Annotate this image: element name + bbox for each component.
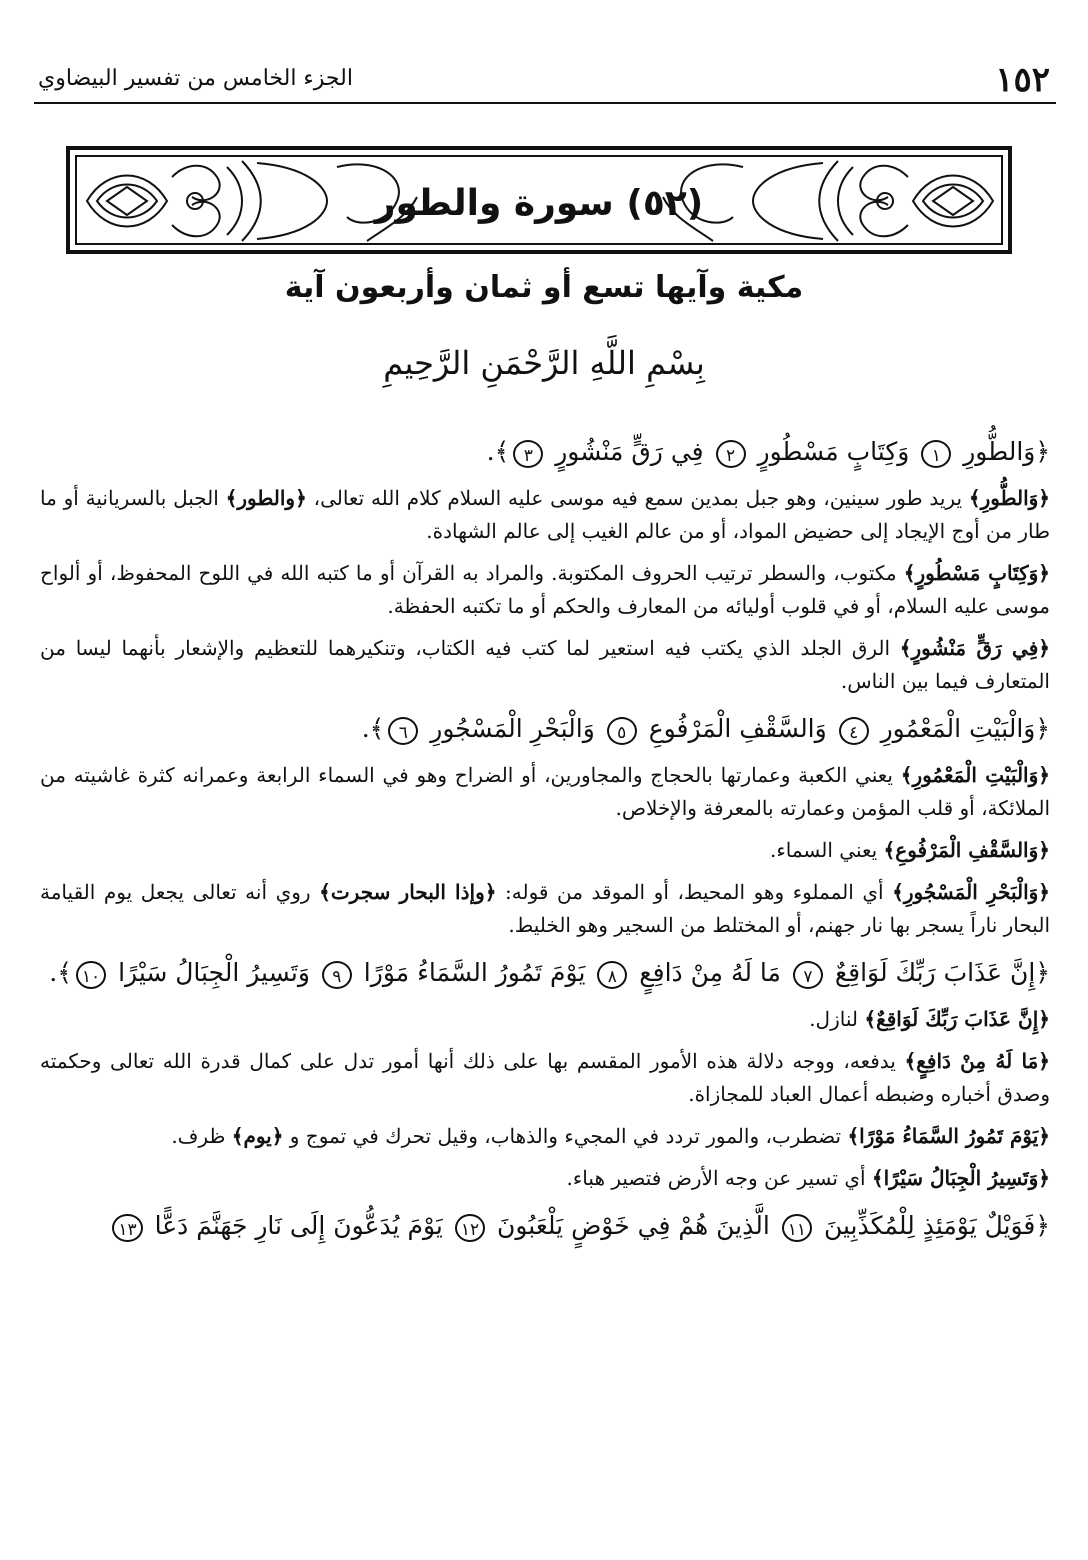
text-segment: مكتوب، والسطر ترتيب الحروف المكتوبة. والمراد به القرآن أو ما كتبه الله في اللوح المحفوظ، أو ألواح موسى عليه السلام، أو في قلوب أوليائه من المعارف والحكم أو ما تكتبه الحفظة. xyxy=(40,561,1050,618)
text-segment: ﴾. xyxy=(486,437,510,466)
ayah-number-marker: ٩ xyxy=(322,961,352,989)
quran-term: ﴿وَتَسِيرُ الْجِبَالُ سَيْرًا﴾ xyxy=(871,1166,1050,1190)
tafsir-paragraph xyxy=(40,482,1050,548)
ayah-number-marker: ١ xyxy=(921,440,951,468)
quran-term: ﴿يَوْمَ تَمُورُ السَّمَاءُ مَوْرًا﴾ xyxy=(847,1124,1050,1148)
banner-frame xyxy=(75,155,1003,245)
page-number: ١٥٢ xyxy=(995,60,1050,100)
text-segment: ﴿إِنَّ عَذَابَ رَبِّكَ لَوَاقِعٌ xyxy=(826,958,1050,987)
ayah-number-marker: ١٠ xyxy=(76,961,106,989)
tafsir-paragraph xyxy=(40,834,1050,867)
ayah-number-marker: ٢ xyxy=(716,440,746,468)
tafsir-paragraph xyxy=(40,759,1050,825)
text-segment: أي تسير عن وجه الأرض فتصير هباء. xyxy=(566,1166,872,1190)
quran-term: ﴿وإذا البحار سجرت﴾ xyxy=(319,880,497,904)
text-segment: ﴿فَوَيْلٌ يَوْمَئِذٍ لِلْمُكَذِّبِينَ xyxy=(816,1211,1050,1240)
text-segment: يدفعه، ووجه دلالة هذه الأمور المقسم بها على ذلك أنها أمور تدل على كمال قدرة الله تعالى وحكمته وصدق أخباره وضبطه أعمال العباد للمجازاة. xyxy=(40,1049,1050,1106)
tafsir-paragraph xyxy=(40,1162,1050,1195)
text-segment: أي المملوء وهو المحيط، أو الموقد من قوله: xyxy=(496,880,893,904)
tafsir-paragraph xyxy=(40,876,1050,942)
text-segment: روي أنه تعالى يجعل يوم القيامة البحار ناراً يسجر بها نار جهنم، أو المختلط من السجير وهو الخليط. xyxy=(40,880,1050,937)
quran-term: ﴿وَالطُّورِ﴾ xyxy=(968,486,1051,510)
text-segment: ﴾. xyxy=(361,714,385,743)
quran-term: ﴿وَكِتَابٍ مَسْطُورٍ﴾ xyxy=(903,561,1050,585)
quran-term: ﴿إِنَّ عَذَابَ رَبِّكَ لَوَاقِعٌ﴾ xyxy=(864,1007,1050,1031)
quran-term: ﴿وَالْبَحْرِ الْمَسْجُورِ﴾ xyxy=(892,880,1051,904)
ayah-number-marker: ٥ xyxy=(607,717,637,745)
page-header xyxy=(34,58,1056,102)
quran-term: ﴿مَا لَهُ مِنْ دَافِعٍ﴾ xyxy=(904,1049,1051,1073)
text-segment: وَالسَّقْفِ الْمَرْفُوعِ xyxy=(640,714,835,743)
text-segment: يَوْمَ يُدَعُّونَ إِلَى نَارِ جَهَنَّمَ دَعًّا xyxy=(146,1211,451,1240)
main-content xyxy=(40,430,1050,1256)
text-segment: يعني السماء. xyxy=(770,838,884,862)
ayah-number-marker: ٤ xyxy=(839,717,869,745)
text-segment: فِي رَقٍّ مَنْشُورٍ xyxy=(547,437,712,466)
quran-term: ﴿يوم﴾ xyxy=(231,1124,284,1148)
quran-verse xyxy=(40,951,1050,995)
tafsir-paragraph xyxy=(40,557,1050,623)
text-segment: مَا لَهُ مِنْ دَافِعٍ xyxy=(631,958,789,987)
text-segment: الجبل بالسريانية أو ما طار من أوج الإيجاد إلى حضيض المواد، أو من عالم الغيب إلى عالم الشهادة. xyxy=(40,486,1050,543)
ayah-number-marker: ١٢ xyxy=(455,1214,485,1242)
text-segment: ﴿وَالطُّورِ xyxy=(955,437,1050,466)
quran-term: ﴿والطور﴾ xyxy=(225,486,307,510)
text-segment: يريد طور سينين، وهو جبل بمدين سمع فيه موسى عليه السلام كلام الله تعالى، xyxy=(306,486,969,510)
text-segment: وَالْبَحْرِ الْمَسْجُورِ xyxy=(422,714,603,743)
quran-verse xyxy=(40,430,1050,474)
quran-verse xyxy=(40,707,1050,751)
surah-banner xyxy=(66,146,1012,254)
ayah-number-marker: ٨ xyxy=(597,961,627,989)
header-title: الجزء الخامس من تفسير البيضاوي xyxy=(38,66,353,91)
tafsir-paragraph xyxy=(40,1120,1050,1153)
surah-title: (٥٢) سورة والطور xyxy=(374,183,704,224)
surah-subtitle: مكية وآيها تسع أو ثمان وأربعون آية xyxy=(284,270,804,305)
quran-term: ﴿وَالْبَيْتِ الْمَعْمُورِ﴾ xyxy=(900,763,1050,787)
ayah-number-marker: ٧ xyxy=(793,961,823,989)
text-segment: الَّذِينَ هُمْ فِي خَوْضٍ يَلْعَبُونَ xyxy=(489,1211,778,1240)
text-segment: ظرف. xyxy=(171,1124,232,1148)
basmala: بِسْمِ اللَّهِ الرَّحْمَنِ الرَّحِيمِ xyxy=(383,344,705,382)
tafsir-paragraph xyxy=(40,632,1050,698)
quran-term: ﴿فِي رَقٍّ مَنْشُورٍ﴾ xyxy=(899,636,1050,660)
text-segment: الرق الجلد الذي يكتب فيه استعير لما كتب فيه الكتاب، وتنكيرهما للتعظيم والإشعار بأنهما ليسا من المتعارف فيما بين الناس. xyxy=(40,636,1050,693)
text-segment: يَوْمَ تَمُورُ السَّمَاءُ مَوْرًا xyxy=(355,958,594,987)
tafsir-paragraph xyxy=(40,1045,1050,1111)
text-segment: ﴿وَالْبَيْتِ الْمَعْمُورِ xyxy=(872,714,1050,743)
ayah-number-marker: ١٣ xyxy=(112,1214,142,1242)
text-segment: تضطرب، والمور تردد في المجيء والذهاب، وقيل تحرك في تموج و xyxy=(283,1124,848,1148)
ayah-number-marker: ٦ xyxy=(388,717,418,745)
text-segment: لنازل. xyxy=(809,1007,865,1031)
ayah-number-marker: ٣ xyxy=(513,440,543,468)
text-segment: ﴾. xyxy=(49,958,72,987)
text-segment: يعني الكعبة وعمارتها بالحجاج والمجاورين، أو الضراح وهو في السماء الرابعة وعمرانه كثرة غاشيته من الملائكة، أو قلب المؤمن وعمارته بالمعرفة والإخلاص. xyxy=(40,763,1050,820)
quran-term: ﴿وَالسَّقْفِ الْمَرْفُوعِ﴾ xyxy=(883,838,1050,862)
text-segment: وَتَسِيرُ الْجِبَالُ سَيْرًا xyxy=(110,958,318,987)
ayah-number-marker: ١١ xyxy=(782,1214,812,1242)
tafsir-paragraph xyxy=(40,1003,1050,1036)
text-segment: وَكِتَابٍ مَسْطُورٍ xyxy=(749,437,918,466)
header-rule xyxy=(34,102,1056,104)
quran-verse xyxy=(40,1204,1050,1248)
